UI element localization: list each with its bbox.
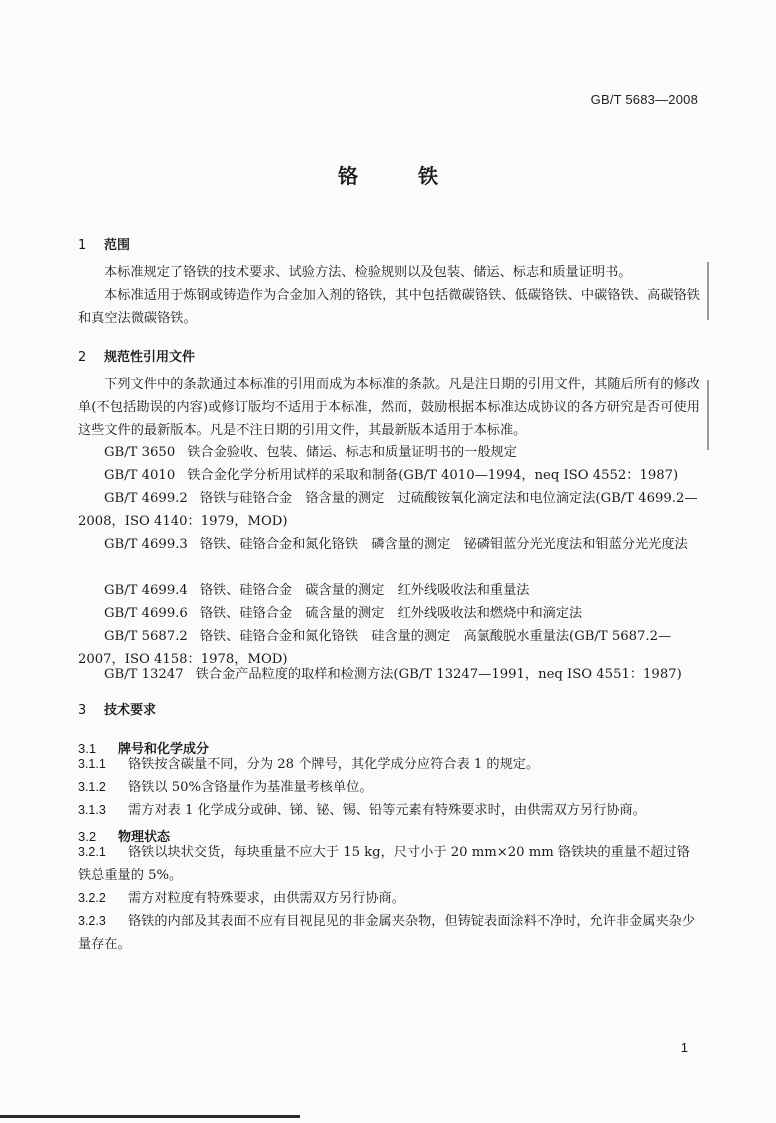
section-number: 3 — [78, 703, 87, 718]
standard-code: GB/T 5683—2008 — [590, 92, 698, 107]
reference-item — [78, 663, 700, 686]
section-title: 规范性引用文件 — [104, 350, 196, 365]
reference-code: GB/T 5687.2 — [104, 629, 188, 644]
reference-title: 铬铁、硅铬合金和氮化铬铁 硅含量的测定 高氯酸脱水重量法(GB/T 5687.2—2007，ISO 4158：1978，MOD) — [78, 629, 672, 667]
clause-3-2-1 — [78, 841, 700, 887]
reference-code: GB/T 4699.4 — [104, 583, 188, 598]
scope-paragraph-2: 本标准适用于炼钢或铸造作为合金加入剂的铬铁，其中包括微碳铬铁、低碳铬铁、中碳铬铁、高碳铬铁和真空法微碳铬铁。 — [78, 288, 700, 326]
scope-paragraph-1: 本标准规定了铬铁的技术要求、试验方法、检验规则以及包装、储运、标志和质量证明书。 — [104, 265, 632, 280]
section-title: 技术要求 — [104, 703, 157, 718]
reference-item — [78, 579, 700, 602]
references-intro: 下列文件中的条款通过本标准的引用而成为本标准的条款。凡是注日期的引用文件，其随后所有的修改单(不包括勘误的内容)或修订版均不适用于本标准，然而，鼓励根据本标准达成协议的各方研究是否可使用这些文件的最新版本。凡是不注日期的引用文件，其最新版本适用于本标准。 — [78, 377, 700, 438]
clause-text: 铬铁以块状交货，每块重量不应大于 15 kg，尺寸小于 20 mm×20 mm 铬铁块的重量不超过铬铁总重量的 5%。 — [78, 845, 690, 883]
section-1-heading — [78, 234, 130, 253]
document-title: 铬 铁 — [338, 164, 458, 188]
clause-number: 3.2.2 — [78, 891, 106, 905]
reference-code: GB/T 4699.2 — [104, 491, 188, 506]
reference-code: GB/T 4010 — [104, 468, 176, 483]
bottom-rule — [0, 1115, 300, 1118]
reference-title: 铬铁与硅铬合金 铬含量的测定 过硫酸铵氧化滴定法和电位滴定法(GB/T 4699.2—2008，ISO 4140：1979，MOD) — [78, 491, 698, 529]
scan-edge-mark — [707, 262, 709, 320]
section-number: 2 — [78, 350, 87, 365]
reference-item — [78, 533, 700, 556]
section-3-heading — [78, 699, 156, 718]
clause-3-2-3 — [78, 910, 700, 956]
reference-title: 铬铁、硅铬合金 碳含量的测定 红外线吸收法和重量法 — [199, 583, 530, 598]
clause-text: 铬铁按含碳量不同，分为 28 个牌号，其化学成分应符合表 1 的规定。 — [128, 757, 540, 772]
reference-code: GB/T 3650 — [104, 445, 176, 460]
reference-title: 铁合金化学分析用试样的采取和制备(GB/T 4010—1994，neq ISO 4552：1987) — [187, 468, 679, 483]
clause-number: 3.2.1 — [78, 845, 106, 859]
reference-title: 铬铁、硅铬合金 硫含量的测定 红外线吸收法和燃烧中和滴定法 — [199, 606, 583, 621]
reference-code: GB/T 13247 — [104, 667, 184, 682]
reference-title: 铁合金验收、包装、储运、标志和质量证明书的一般规定 — [187, 445, 517, 460]
reference-code: GB/T 4699.3 — [104, 537, 188, 552]
clause-number: 3.1.3 — [78, 803, 106, 817]
page-number: 1 — [680, 1040, 688, 1055]
clause-text: 需方对表 1 化学成分或砷、锑、铋、锡、铅等元素有特殊要求时，由供需双方另行协商。 — [128, 803, 646, 818]
clause-3-1-1 — [78, 753, 700, 776]
section-number: 1 — [78, 238, 87, 253]
reference-item — [78, 464, 700, 487]
reference-item — [78, 602, 700, 625]
clause-number: 3.1.1 — [78, 757, 106, 771]
clause-text: 铬铁的内部及其表面不应有目视昆见的非金属夹杂物，但铸锭表面涂料不净时，允许非金属夹杂少量存在。 — [78, 914, 696, 952]
clause-text: 铬铁以 50%含铬量作为基准量考核单位。 — [128, 780, 373, 795]
clause-number: 3.2.3 — [78, 914, 106, 928]
clause-3-2-2 — [78, 887, 700, 910]
reference-title: 铬铁、硅铬合金和氮化铬铁 磷含量的测定 铋磷钼蓝分光光度法和钼蓝分光光度法 — [199, 537, 688, 552]
subsection-title: 牌号和化学成分 — [118, 742, 210, 757]
clause-3-1-2 — [78, 776, 700, 799]
reference-item — [78, 441, 700, 464]
reference-title: 铁合金产品粒度的取样和检测方法(GB/T 13247—1991，neq ISO 4551：1987) — [195, 667, 682, 682]
section-title: 范围 — [104, 238, 131, 253]
subsection-title: 物理状态 — [118, 830, 171, 845]
clause-number: 3.1.2 — [78, 780, 106, 794]
section-2-heading — [78, 346, 195, 365]
subsection-number: 3.1 — [78, 741, 97, 756]
clause-text: 需方对粒度有特殊要求，由供需双方另行协商。 — [128, 891, 405, 906]
scan-edge-mark — [707, 380, 709, 450]
clause-3-1-3 — [78, 799, 700, 822]
reference-code: GB/T 4699.6 — [104, 606, 188, 621]
subsection-number: 3.2 — [78, 829, 97, 844]
reference-item — [78, 487, 700, 533]
